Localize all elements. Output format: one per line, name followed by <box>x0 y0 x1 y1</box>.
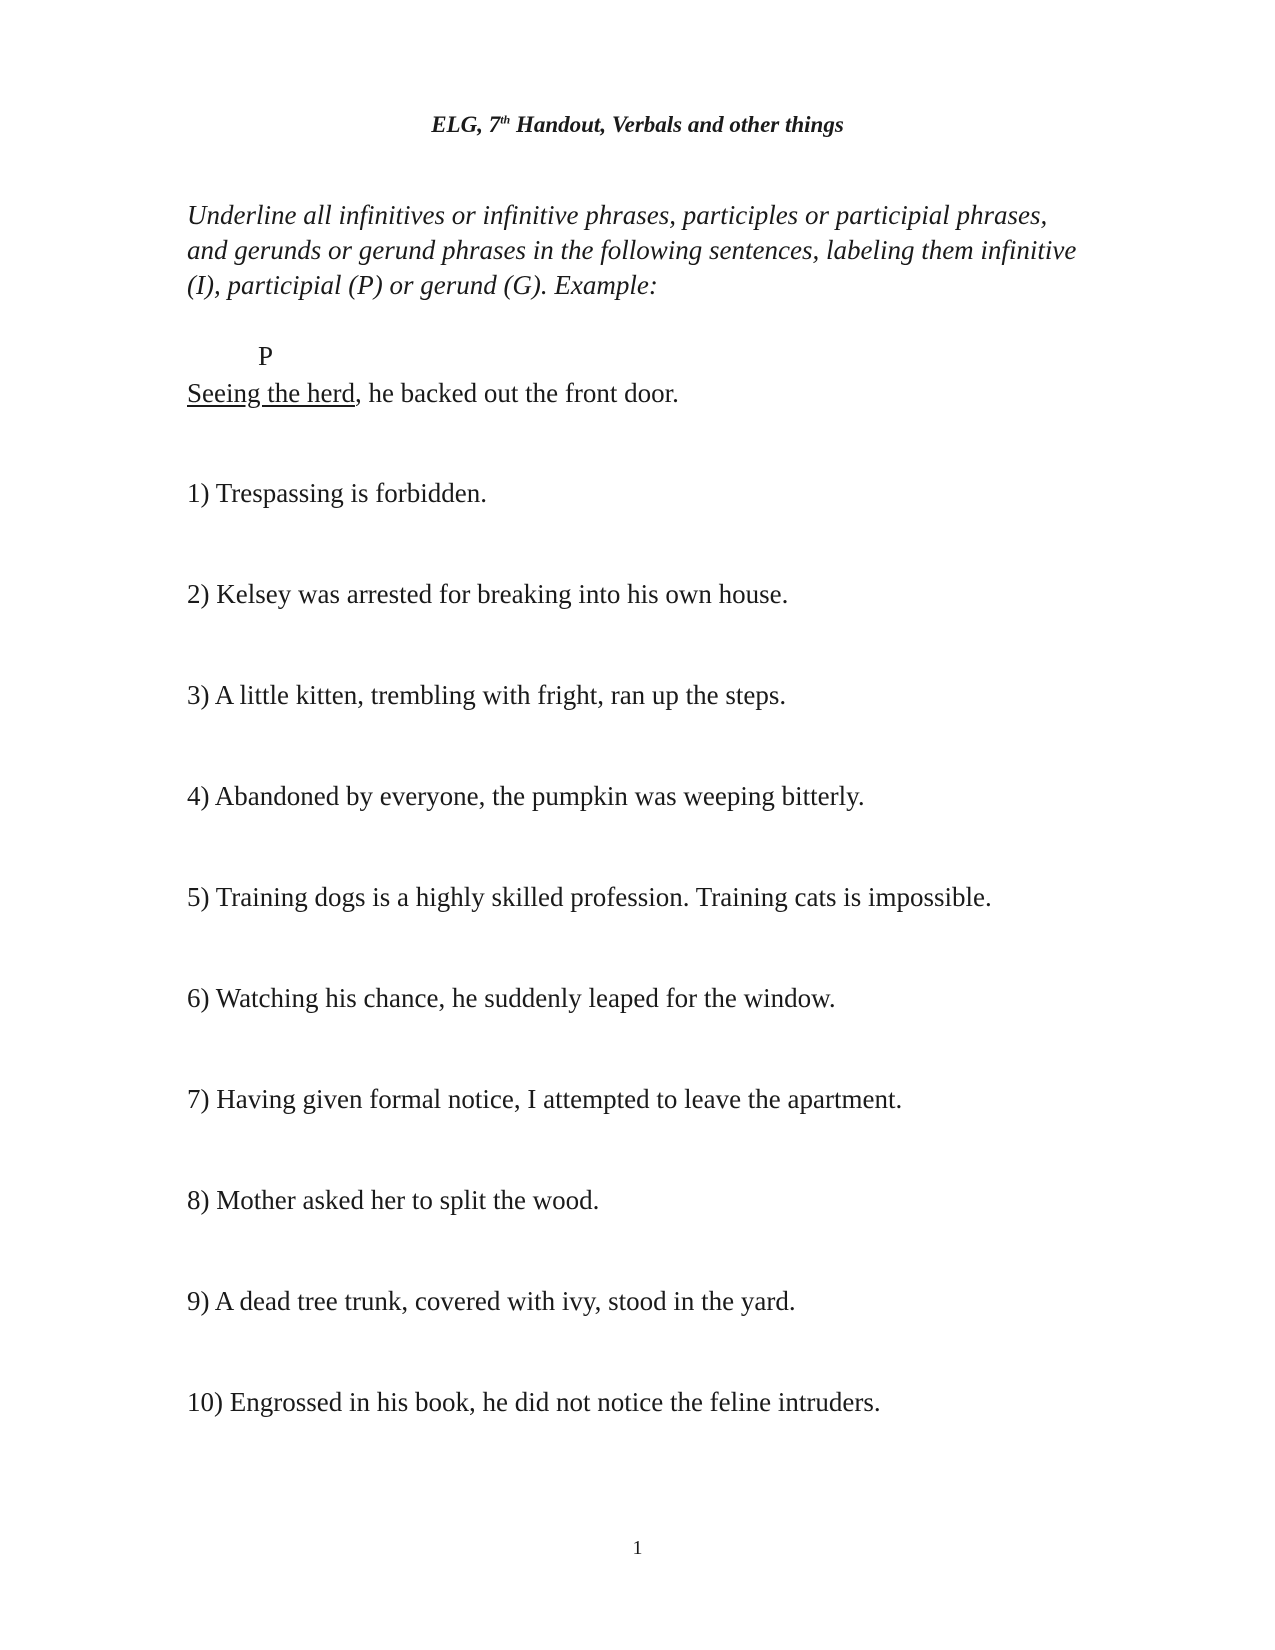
title-suffix: Handout, Verbals and other things <box>510 112 844 137</box>
sentence-6: 6) Watching his chance, he suddenly leaped for the window. <box>187 983 836 1013</box>
sentence-3: 3) A little kitten, trembling with fright, ran up the steps. <box>187 680 787 710</box>
instructions-paragraph: Underline all infinitives or infinitive phrases, participles or participial phrases, and gerunds or gerund phrases in the following sentences, labeling them infinitive (I), participial (P) or gerund (G). Example: <box>187 200 1077 300</box>
sentence-5: 5) Training dogs is a highly skilled profession. Training cats is impossible. <box>187 882 992 912</box>
example-label: P <box>258 341 274 371</box>
sentence-4: 4) Abandoned by everyone, the pumpkin was weeping bitterly. <box>187 781 865 811</box>
sentence-9: 9) A dead tree trunk, covered with ivy, stood in the yard. <box>187 1286 796 1316</box>
sentence-7: 7) Having given formal notice, I attempted to leave the apartment. <box>187 1084 903 1114</box>
page-title <box>0 112 1275 138</box>
title-prefix: ELG, 7 <box>431 112 501 137</box>
sentence-10: 10) Engrossed in his book, he did not notice the feline intruders. <box>187 1387 881 1417</box>
example-sentence <box>187 378 679 409</box>
page-number: 1 <box>632 1537 643 1559</box>
title-superscript: th <box>500 112 511 127</box>
sentence-1: 1) Trespassing is forbidden. <box>187 478 488 508</box>
example-underlined-phrase: Seeing the herd <box>187 378 355 408</box>
sentence-8: 8) Mother asked her to split the wood. <box>187 1185 600 1215</box>
sentence-2: 2) Kelsey was arrested for breaking into his own house. <box>187 579 789 609</box>
example-rest: , he backed out the front door. <box>354 378 679 408</box>
